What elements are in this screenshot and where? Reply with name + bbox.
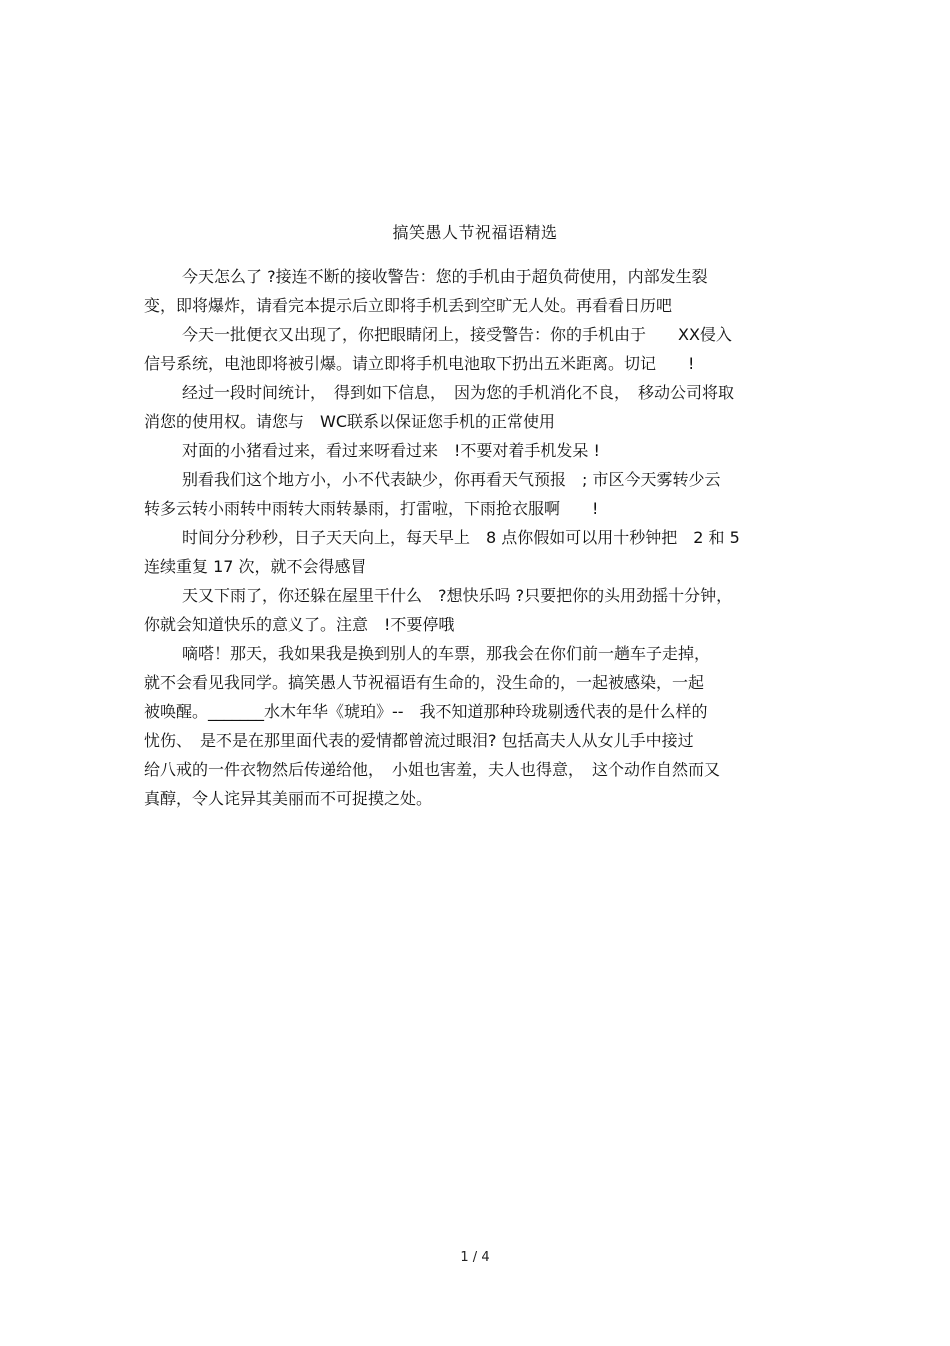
body-line: 给八戒的一件衣物然后传递给他， 小姐也害羞，夫人也得意， 这个动作自然而又 [144, 760, 721, 779]
body-line: 真醇，令人诧异其美丽而不可捉摸之处。 [144, 789, 433, 808]
document-title: 搞笑愚人节祝福语精选 [392, 223, 558, 242]
body-line: 被唤醒。_______水木年华《琥珀》-- 我不知道那种玲珑剔透代表的是什么样的 [144, 702, 708, 721]
page-number: 1 / 4 [460, 1250, 490, 1265]
body-line: 时间分分秒秒，日子天天向上，每天早上 8 点你假如可以用十秒钟把 2 和 5 [182, 528, 740, 547]
body-line: 就不会看见我同学。搞笑愚人节祝福语有生命的，没生命的，一起被感染，一起 [144, 673, 705, 692]
body-line: 你就会知道快乐的意义了。注意 !不要停哦 [144, 615, 455, 634]
body-line: 信号系统，电池即将被引爆。请立即将手机电池取下扔出五米距离。切记 ! [144, 354, 695, 373]
body-line: 嘀嗒！那天，我如果我是换到别人的车票，那我会在你们前一趟车子走掉， [182, 644, 711, 663]
body-line: 忧伤、 是不是在那里面代表的爱情都曾流过眼泪? 包括高夫人从女儿手中接过 [144, 731, 694, 750]
body-line: 别看我们这个地方小，小不代表缺少，你再看天气预报 ; 市区今天雾转少云 [182, 470, 721, 489]
body-line: 经过一段时间统计， 得到如下信息， 因为您的手机消化不良， 移动公司将取 [182, 383, 735, 402]
body-line: 今天一批便衣又出现了，你把眼睛闭上，接受警告：你的手机由于 XX侵入 [182, 325, 732, 344]
body-line: 变，即将爆炸，请看完本提示后立即将手机丢到空旷无人处。再看看日历吧 [144, 296, 673, 315]
body-line: 连续重复 17 次，就不会得感冒 [144, 557, 367, 576]
body-line: 对面的小猪看过来，看过来呀看过来 !不要对着手机发呆 ! [182, 441, 600, 460]
body-line: 天又下雨了，你还躲在屋里干什么 ?想快乐吗 ?只要把你的头用劲摇十分钟， [182, 586, 733, 605]
body-line: 消您的使用权。请您与 WC联系以保证您手机的正常使用 [144, 412, 555, 431]
body-line: 转多云转小雨转中雨转大雨转暴雨，打雷啦，下雨抢衣服啊 ! [144, 499, 599, 518]
document-body [144, 262, 824, 813]
body-line: 今天怎么了 ?接连不断的接收警告：您的手机由于超负荷使用，内部发生裂 [182, 267, 708, 286]
